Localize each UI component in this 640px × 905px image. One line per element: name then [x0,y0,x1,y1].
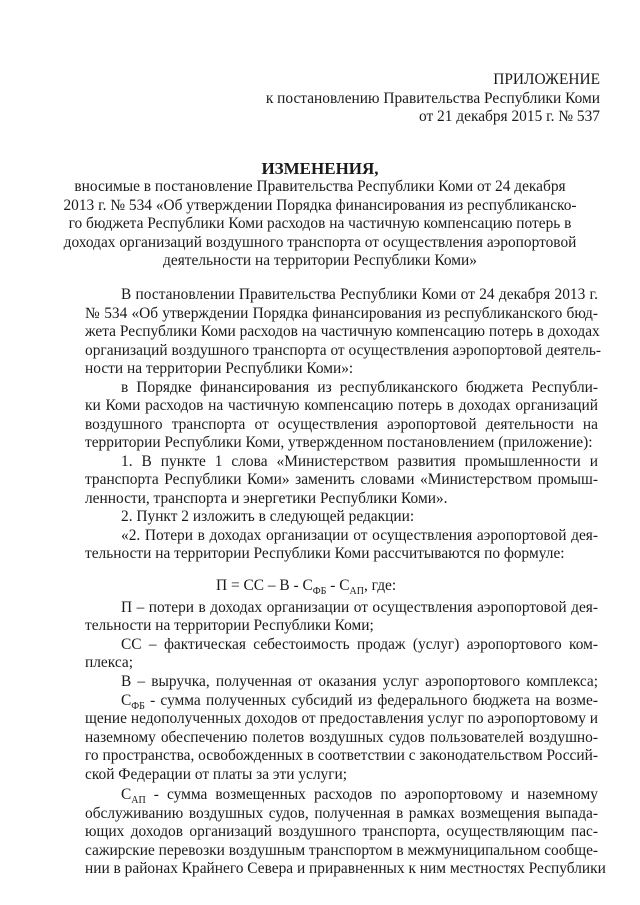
definition-line: го пространства, освобожденных в соответствии с законодательством Россий- [85,747,598,764]
doc-heading: ИЗМЕНЕНИЯ, [261,159,379,178]
symbol-sub: ФБ [131,701,145,713]
body-line: транспорта Республики Коми» заменить словами «Министерством промыш- [85,471,598,488]
definition-line: обслуживанию воздушных судов, полученная в рамках возмещения выпада- [85,805,598,822]
definition-line: В – выручка, полученная от оказания услуг аэропортового комплекса; [121,673,598,690]
appendix-ref: к постановлению Правительства Республики Коми [265,90,600,107]
appendix-date: от 21 декабря 2015 г. № 537 [418,108,600,125]
symbol-sub: АП [131,795,146,807]
body-line: ленности, транспорта и энергетики Республики Коми». [85,490,448,507]
definition-line: ской Федерации от платы за эти услуги; [85,766,348,783]
body-line: жета Республики Коми расходов на частичную компенсацию потерь в доходах [85,323,600,340]
body-line: тельности на территории Республики Коми рассчитываются по формуле: [85,545,565,562]
definition-line: наземному обеспечению полетов воздушных судов пользователей воздушно- [85,729,598,746]
formula-mid: - С [326,577,350,594]
doc-title-line: доходах организаций воздушного транспорта от осуществления аэропортовой [63,234,577,251]
definition-line: П – потери в доходах организации от осуществления аэропортовой дея- [121,599,598,616]
definition-line: нии в районах Крайнего Севера и приравненных к ним местностях Республики [85,860,606,877]
body-line: территории Республики Коми, утвержденном постановлением (приложение): [85,434,593,451]
body-line: № 534 «Об утверждении Порядка финансирования из республиканского бюд- [85,305,598,322]
definition-line [121,692,598,713]
doc-title-line: деятельности на территории Республики Коми» [163,252,477,269]
formula-sub-ap: АП [349,586,364,598]
body-line: воздушного транспорта от осуществления аэропортовой деятельности на [85,416,598,433]
definition-line: СС – фактическая себестоимость продаж (услуг) аэропортового ком- [121,636,598,653]
formula-tail: , где: [363,577,397,594]
symbol-c: С [121,692,132,709]
formula-main: П = СС – В - С [216,577,313,594]
definition-text: - сумма возмещенных расходов по аэропортовому и наземному [145,786,598,803]
body-line: ки Коми расходов на частичную компенсацию потерь в доходах организаций [85,397,598,414]
definition-text: - сумма полученных субсидий из федерального бюджета на возме- [144,692,598,709]
definition-line [121,786,598,807]
body-line: «2. Потери в доходах организации от осуществления аэропортовой дея- [121,527,598,544]
body-line: 2. Пункт 2 изложить в следующей редакции: [121,508,415,525]
loss-formula [216,577,397,598]
doc-title-line: 2013 г. № 534 «Об утверждении Порядка финансирования из республиканско- [63,197,577,214]
formula-sub-fb: ФБ [312,586,327,598]
symbol-c: С [121,786,132,803]
doc-title-line: го бюджета Республики Коми расходов на частичную компенсацию потерь в [68,215,572,232]
body-line: ности на территории Республики Коми»: [85,360,354,377]
body-line: в Порядке финансирования из республиканского бюджета Республи- [121,379,598,396]
definition-line: плекса; [85,654,133,671]
definition-line: ющих доходов организаций воздушного транспорта, осуществляющим пас- [85,823,598,840]
body-line: организаций воздушного транспорта от осуществления аэропортовой деятель- [85,342,602,359]
definition-line: щение недополученных доходов от предоставления услуг по аэропортовому и [85,710,598,727]
definition-line: тельности на территории Республики Коми; [85,617,374,634]
doc-title-line: вносимые в постановление Правительства Республики Коми от 24 декабря [74,178,566,195]
body-line: В постановлении Правительства Республики Коми от 24 декабря 2013 г. [121,286,598,303]
body-line: 1. В пункте 1 слова «Министерством развития промышленности и [121,453,598,470]
appendix-label: ПРИЛОЖЕНИЕ [493,71,600,88]
definition-line: сажирские перевозки воздушным транспортом в межмуниципальном сообще- [85,842,599,859]
